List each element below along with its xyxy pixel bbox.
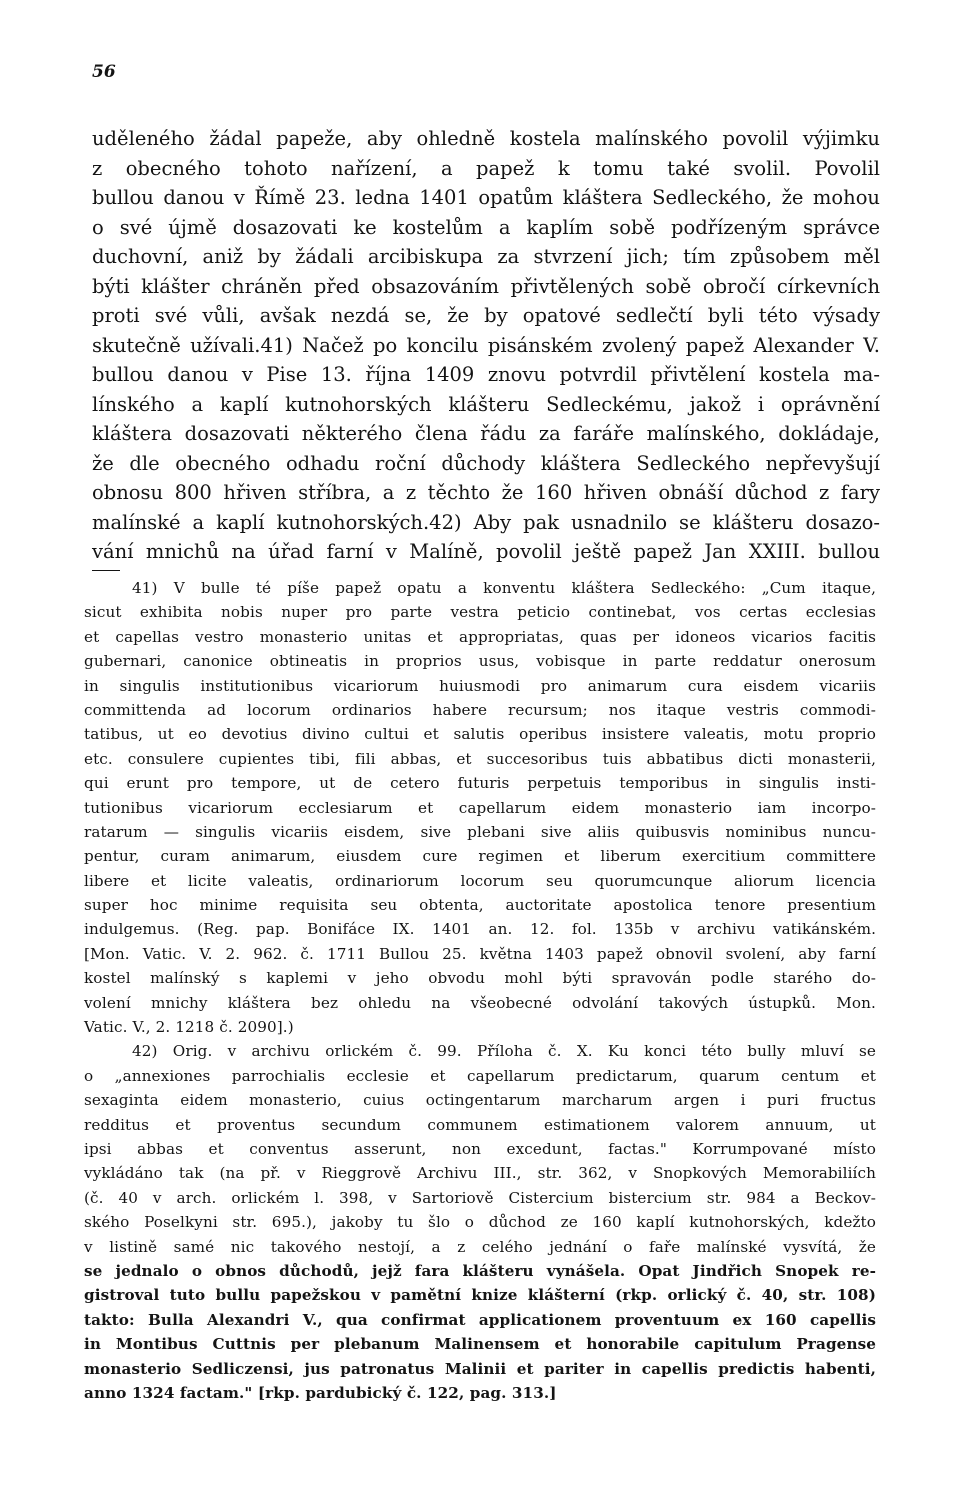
footnote-42-line: takto: Bulla Alexandri V., qua confirmat applicationem proventuum ex 160 capellis (84, 1310, 876, 1329)
body-line: uděleného žádal papeže, aby ohledně kostela malínského povolil výjimku (92, 127, 880, 150)
footnote-41-line: tutionibus vicariorum ecclesiarum et capellarum eidem monasterio iam incorpo- (84, 798, 876, 817)
body-line: duchovní, aniž by žádali arcibiskupa za stvrzení jich; tím způsobem měl (92, 245, 880, 268)
body-line: vání mnichů na úřad farní v Malíně, povolil ještě papež Jan XXIII. bullou (92, 540, 880, 563)
body-line: proti své vůli, avšak nezdá se, že by opatové sedlečtí byli této výsady (92, 304, 880, 327)
footnote-41-line: et capellas vestro monasterio unitas et appropriatas, quas per idoneos vicarios facitis (84, 627, 876, 646)
footnote-42-line: v listině samé nic takového nestojí, a z celého jednání o faře malínské vysvítá, že (84, 1237, 876, 1256)
footnote-41-line: libere et licite valeatis, ordinariorum locorum seu quorumcunque aliorum licencia (84, 871, 876, 890)
footnote-41-line: 41) V bulle té píše papež opatu a konventu kláštera Sedleckého: „Cum itaque, (132, 579, 876, 597)
body-line: bullou danou v Římě 23. ledna 1401 opatům kláštera Sedleckého, že mohou (92, 186, 880, 209)
body-line: malínské a kaplí kutnohorských.42) Aby pak usnadnilo se klášteru dosazo- (92, 510, 880, 534)
footnote-41-line: super hoc minime requisita seu obtenta, auctoritate apostolica tenore presentium (84, 896, 876, 915)
footnote-41-line: indulgemus. (Reg. pap. Bonifáce IX. 1401 an. 12. fol. 135b v archivu vatikánském. (84, 920, 876, 939)
footnote-41-line: qui erunt pro tempore, ut de cetero futuris perpetuis temporibus in singulis insti- (84, 774, 876, 793)
footnote-41-line: pentur, curam animarum, eiusdem cure regimen et liberum exercitium committere (84, 847, 876, 866)
footnote-42-line: se jednalo o obnos důchodů, jejž fara klášteru vynášela. Opat Jindřich Snopek re- (84, 1261, 876, 1280)
footnote-41-line: ratarum — singulis vicariis eisdem, sive plebani sive aliis quibusvis nominibus nuncu- (84, 822, 876, 841)
body-line: bullou danou v Pise 13. října 1409 znovu potvrdil přivtělení kostela ma- (92, 363, 880, 386)
footnote-42-line: gistroval tuto bullu papežskou v pamětní knize klášterní (rkp. orlický č. 40, str. 108) (84, 1286, 876, 1305)
footnote-42-line: sexaginta eidem monasterio, cuius octingentarum marcharum argen i puri fructus (84, 1091, 876, 1110)
body-line: z obecného tohoto nařízení, a papež k tomu také svolil. Povolil (92, 156, 880, 180)
footnotes (84, 576, 876, 1405)
footnote-42-line: 42) Orig. v archivu orlickém č. 99. Příloha č. X. Ku konci této bully mluví se (132, 1042, 876, 1061)
footnote-42-line: ského Poselkyni str. 695.), jakoby tu šlo o důchod ze 160 kaplí kutnohorských, kdežto (84, 1213, 876, 1232)
body-line: býti klášter chráněn před obsazováním přivtělených sobě obročí církevních (92, 274, 880, 298)
footnote-41-line: committenda ad locorum ordinarios habere recursum; nos itaque vestris commodi- (84, 700, 876, 719)
footnote-41-line: Vatic. V., 2. 1218 č. 2090].) (84, 1018, 294, 1037)
footnote-41-line: [Mon. Vatic. V. 2. 962. č. 1711 Bullou 25. května 1403 papež obnovil svolení, aby farní (84, 944, 876, 963)
footnote-separator (92, 570, 120, 571)
footnote-42-line: vykládáno tak (na př. v Rieggrově Archivu III., str. 362, v Snopkových Memorabiliích (84, 1164, 876, 1183)
footnote-42-line: monasterio Sedliczensi, jus patronatus Malinii et pariter in capellis predictis habenti, (84, 1359, 876, 1378)
footnote-41-line: sicut exhibita nobis nuper pro parte vestra peticio continebat, vos certas ecclesias (84, 603, 876, 622)
footnote-42-line: o „annexiones parrochialis ecclesie et capellarum predictarum, quarum centum et (84, 1066, 876, 1085)
body-line: skutečně užívali.41) Načež po koncilu pisánském zvolený papež Alexander V. (92, 333, 880, 357)
footnote-42-line: anno 1324 factam." [rkp. pardubický č. 122, pag. 313.] (84, 1383, 557, 1402)
body-line: obnosu 800 hřiven stříbra, a z těchto že 160 hřiven obnáší důchod z fary (92, 481, 880, 504)
footnote-41-line: etc. consulere cupientes tibi, fili abbas, et succesoribus tuis abbatibus dicti monasterii, (84, 749, 876, 768)
footnote-41-line: tatibus, ut eo devotius divino cultui et salutis operibus insistere valeatis, motu proprio (84, 725, 876, 744)
page-number: 56 (92, 62, 116, 82)
footnote-41-line: volení mnichy kláštera bez ohledu na všeobecné odvolání takových ústupků. Mon. (84, 993, 876, 1012)
body-line: že dle obecného odhadu roční důchody kláštera Sedleckého nepřevyšují (92, 451, 880, 475)
main-text (92, 124, 880, 567)
footnote-41-line: in singulis institutionibus vicariorum huiusmodi pro animarum cura eisdem vicariis (84, 676, 876, 695)
footnote-42-line: redditus et proventus secundum communem estimationem valorem annuum, ut (84, 1115, 876, 1134)
body-line: o své újmě dosazovati ke kostelům a kaplím sobě podřízeným správce (92, 215, 880, 239)
body-line: línského a kaplí kutnohorských klášteru Sedleckému, jakož i oprávnění (92, 392, 880, 416)
footnote-41-line: gubernari, canonice obtineatis in proprios usus, vobisque in parte reddatur onerosum (84, 652, 876, 671)
footnote-42-line: ipsi abbas et conventus asserunt, non excedunt, factas." Korrumpované místo (84, 1139, 876, 1158)
footnote-41-line: kostel malínský s kaplemi v jeho obvodu mohl býti spravován podle starého do- (84, 969, 876, 988)
footnote-42-line: in Montibus Cuttnis per plebanum Malinensem et honorabile capitulum Pragense (84, 1335, 876, 1354)
body-line: kláštera dosazovati některého člena řádu za faráře malínského, dokládaje, (92, 422, 880, 445)
footnote-42-line: (č. 40 v arch. orlickém l. 398, v Sartoriově Cistercium bistercium str. 984 a Beckov- (84, 1188, 876, 1207)
